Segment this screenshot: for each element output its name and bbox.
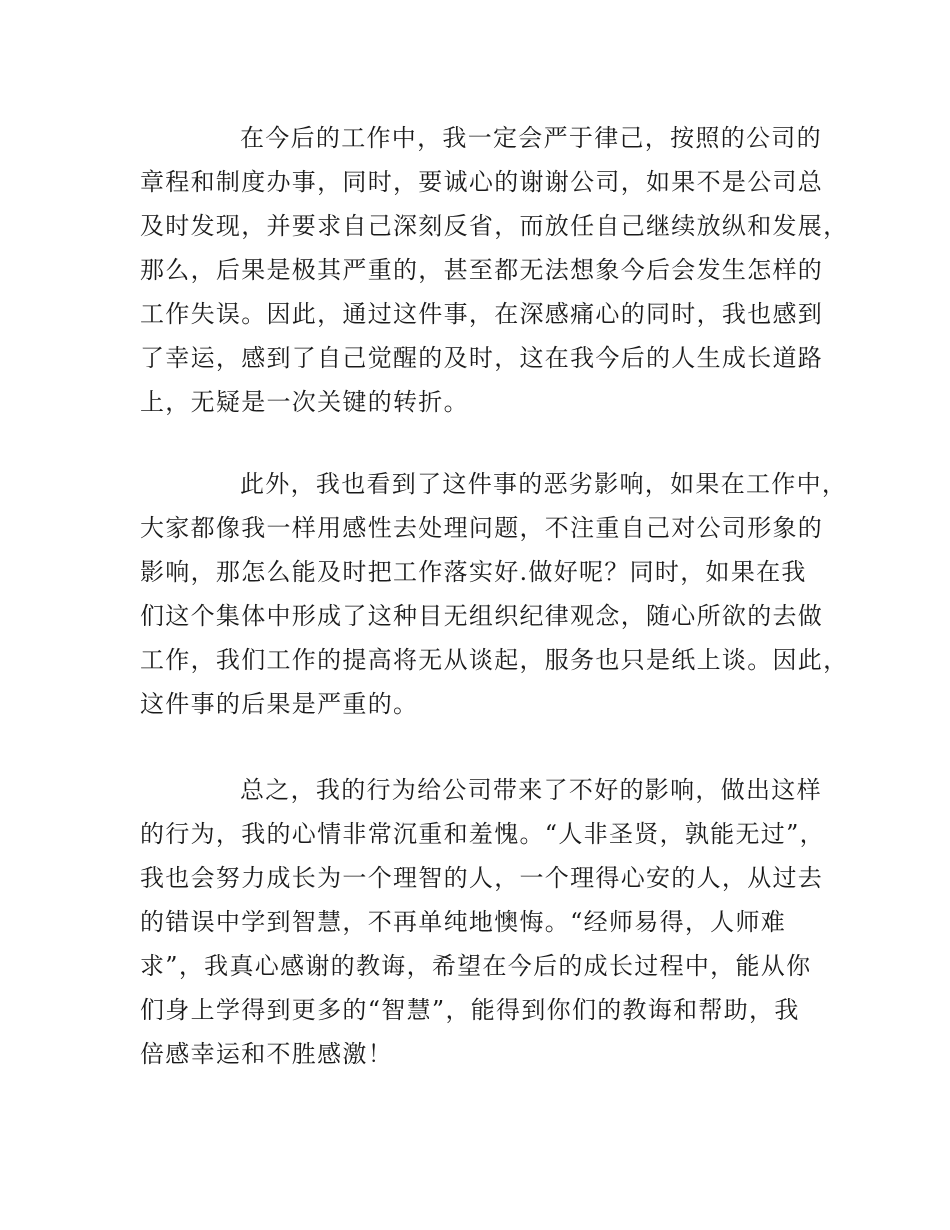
text-line: 的行为，我的心情非常沉重和羞愧。“人非圣贤，孰能无过”， xyxy=(140,820,825,848)
text-line: 那么，后果是极其严重的，甚至都无法想象今后会发生怎样的 xyxy=(140,256,824,284)
text-line: 求”，我真心感谢的教诲，希望在今后的成长过程中，能从你 xyxy=(140,952,812,980)
text-line: 及时发现，并要求自己深刻反省，而放任自己继续放纵和发展， xyxy=(140,212,849,240)
paragraph-conclusion xyxy=(140,768,830,1076)
text-line: 们这个集体中形成了这种目无组织纪律观念，随心所欲的去做 xyxy=(140,602,824,630)
text-line: 此外，我也看到了这件事的恶劣影响，如果在工作中， xyxy=(240,470,848,498)
text-line: 们身上学得到更多的“智慧”，能得到你们的教诲和帮助，我 xyxy=(140,996,800,1024)
text-line: 倍感幸运和不胜感激！ xyxy=(140,1040,393,1068)
paragraph-commitment xyxy=(140,116,849,424)
text-line: 了幸运，感到了自己觉醒的及时，这在我今后的人生成长道路 xyxy=(140,344,824,372)
text-line: 总之，我的行为给公司带来了不好的影响，做出这样 xyxy=(240,776,822,804)
text-line: 在今后的工作中，我一定会严于律己，按照的公司的 xyxy=(240,124,822,152)
text-line: 上，无疑是一次关键的转折。 xyxy=(140,388,469,416)
text-line: 的错误中学到智慧，不再单纯地懊悔。“经师易得，人师难 xyxy=(140,908,787,936)
text-line: 大家都像我一样用感性去处理问题，不注重自己对公司形象的 xyxy=(140,514,824,542)
text-line: 章程和制度办事，同时，要诚心的谢谢公司，如果不是公司总 xyxy=(140,168,824,196)
text-line: 工作，我们工作的提高将无从谈起，服务也只是纸上谈。因此， xyxy=(140,646,849,674)
text-line: 这件事的后果是严重的。 xyxy=(140,690,419,718)
paragraph-impact xyxy=(140,462,849,726)
text-line: 我也会努力成长为一个理智的人，一个理得心安的人，从过去 xyxy=(140,864,824,892)
text-line: 工作失误。因此，通过这件事，在深感痛心的同时，我也感到 xyxy=(140,300,824,328)
text-line: 影响，那怎么能及时把工作落实好.做好呢？同时，如果在我 xyxy=(140,558,807,586)
